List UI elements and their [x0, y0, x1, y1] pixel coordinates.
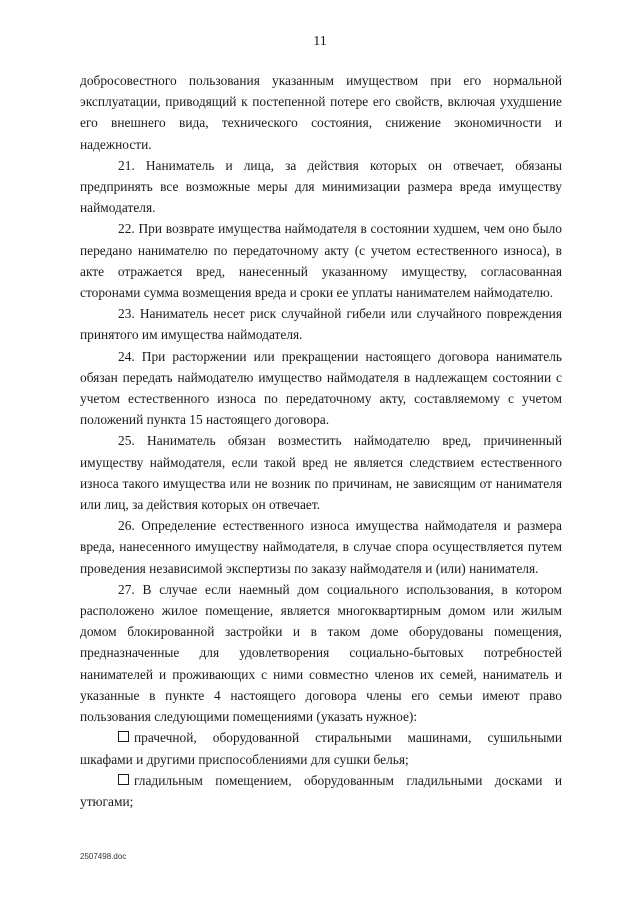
paragraph-27: 27. В случае если наемный дом социального использования, в котором расположено жилое помещение, является многоквартирным домом или жилым домом блокированной застройки и в таком доме оборудованы помещения, предназначенные для удовлетворения социально-бытовых потребностей нанимателей и проживающих с ними совместно членов их семей, наниматель и указанные в пункте 4 настоящего договора члены его семьи имеют право пользования следующими помещениями (указать нужное): — [80, 581, 562, 725]
paragraph-26: 26. Определение естественного износа имущества наймодателя и размера вреда, нанесенного имуществу наймодателя, в случае спора осуществляется путем проведения независимой экспертизы по заказу наймодателя и (или) нанимателя. — [80, 518, 562, 576]
checkbox-icon[interactable] — [118, 731, 129, 742]
checkbox-label-ironing: гладильным помещением, оборудованным гладильными досками и утюгами; — [80, 772, 562, 809]
checkbox-item-ironing[interactable] — [80, 770, 562, 812]
page-number: 11 — [313, 34, 327, 49]
paragraph-22: 22. При возврате имущества наймодателя в состоянии худшем, чем оно было передано нанимателю по передаточному акту (с учетом естественного износа), в акте отражается вред, нанесенный указанному имуществу, согласованная сторонами сумма возмещения вреда и сроки ее уплаты нанимателем наймодателю. — [80, 221, 562, 301]
checkbox-label-laundry: прачечной, оборудованной стиральными машинами, сушильными шкафами и другими приспособлениями для сушки белья; — [80, 730, 562, 767]
paragraph-21: 21. Наниматель и лица, за действия которых он отвечает, обязаны предпринять все возможные меры для минимизации размера вреда имуществу наймодателя. — [80, 157, 562, 216]
footer-filename: 2507498.doc — [80, 852, 127, 861]
paragraph-25: 25. Наниматель обязан возместить наймодателю вред, причиненный имуществу наймодателя, если такой вред не является следствием естественного износа такого имущества или не возник по причинам, не зависящим от нанимателя или лиц, за действия которых он отвечает. — [80, 433, 562, 513]
checkbox-item-laundry[interactable] — [80, 727, 562, 769]
checkbox-icon[interactable] — [118, 774, 129, 785]
document-body — [80, 70, 562, 812]
paragraph-20-continuation: добросовестного пользования указанным имуществом при его нормальной эксплуатации, приводящий к постепенной потере его свойств, включая ухудшение его внешнего вида, технического состояния, снижение экономичности и надежности. — [80, 73, 562, 152]
paragraph-23: 23. Наниматель несет риск случайной гибели или случайного повреждения принятого им имущества наймодателя. — [80, 306, 562, 343]
paragraph-24: 24. При расторжении или прекращении настоящего договора наниматель обязан передать наймодателю имущество наймодателя в надлежащем состоянии с учетом естественного износа по передаточному акту, составляемому с учетом положений пункта 15 настоящего договора. — [80, 348, 562, 428]
